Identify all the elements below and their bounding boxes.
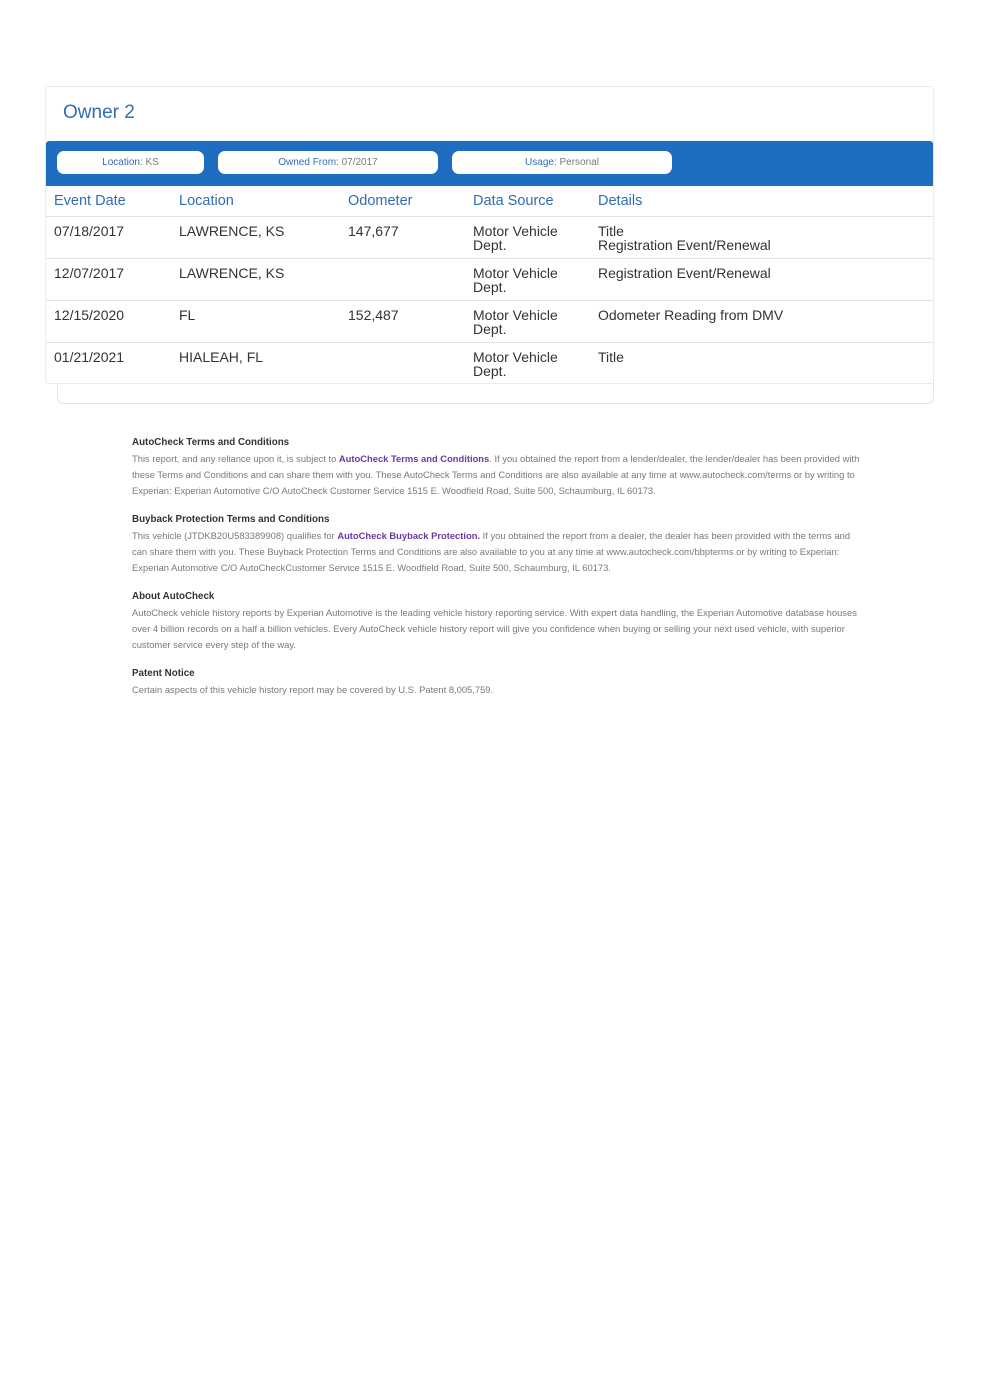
header-location: Location xyxy=(171,186,340,217)
header-event-date: Event Date xyxy=(46,186,171,217)
header-odometer: Odometer xyxy=(340,186,465,217)
usage-label: Usage: xyxy=(525,157,557,168)
about-autocheck-heading: About AutoCheck xyxy=(132,591,215,602)
event-date-cell: 12/15/2020 xyxy=(46,301,171,343)
usage-pill xyxy=(452,151,672,174)
about-autocheck-body: AutoCheck vehicle history reports by Experian Automotive is the leading vehicle history reporting service. With expert data handling, the Experian Automotive database houses over 4 billion records on a half a billion vehicles. Every AutoCheck vehicle history report will give you confidence when buying or selling your next used vehicle, with superior customer service every step of the way. xyxy=(132,607,857,650)
odometer-cell xyxy=(340,259,465,301)
location-cell: LAWRENCE, KS xyxy=(171,217,340,259)
location-label: Location: xyxy=(102,157,143,168)
detail-line: Registration Event/Renewal xyxy=(598,237,771,253)
owned-from-label: Owned From: xyxy=(278,157,339,168)
details-cell xyxy=(590,217,933,259)
location-cell: FL xyxy=(171,301,340,343)
event-date-cell: 07/18/2017 xyxy=(46,217,171,259)
header-data-source: Data Source xyxy=(465,186,590,217)
details-cell xyxy=(590,259,933,301)
autocheck-terms-heading: AutoCheck Terms and Conditions xyxy=(132,437,290,448)
location-cell: HIALEAH, FL xyxy=(179,349,264,365)
patent-notice xyxy=(132,667,860,698)
data-source-cell: Motor Vehicle Dept. xyxy=(465,259,590,301)
location-cell: LAWRENCE, KS xyxy=(171,259,340,301)
table-row xyxy=(46,301,933,343)
table-row xyxy=(46,259,933,301)
autocheck-terms-text-before: This report, and any reliance upon it, is subject to xyxy=(132,453,339,464)
table-row xyxy=(46,217,933,259)
autocheck-terms-link[interactable]: AutoCheck Terms and Conditions xyxy=(338,453,490,464)
location-value: KS xyxy=(145,157,159,168)
buyback-terms-body xyxy=(132,528,860,576)
detail-line: Odometer Reading from DMV xyxy=(598,307,784,323)
owner-info-bar xyxy=(46,141,933,186)
owner-card xyxy=(45,86,934,384)
data-source-cell: Motor Vehicle Dept. xyxy=(465,301,590,343)
patent-notice-heading: Patent Notice xyxy=(132,668,195,679)
data-source-cell: Motor Vehicle Dept. xyxy=(473,349,558,379)
event-date-cell: 01/21/2021 xyxy=(54,349,125,365)
buyback-terms xyxy=(132,513,860,576)
details-cell xyxy=(590,301,933,343)
owned-from-value: 07/2017 xyxy=(341,157,378,168)
autocheck-terms-body xyxy=(132,451,860,499)
patent-notice-body: Certain aspects of this vehicle history report may be covered by U.S. Patent 8,005,759. xyxy=(132,684,494,695)
location-pill xyxy=(57,151,204,174)
usage-value: Personal xyxy=(559,157,599,168)
detail-line: Registration Event/Renewal xyxy=(598,265,771,281)
buyback-terms-text-before: This vehicle (JTDKB20U583389908) qualifies for xyxy=(132,530,338,541)
header-details: Details xyxy=(590,186,933,217)
buyback-terms-text-after: If you obtained the report from a dealer, the dealer has been provided with the terms and can share them with you. These Buyback Protection Terms and Conditions are also available to you at any time at www.autocheck.com/bbpterms or by writing to Experian: Experian Automotive C/O AutoCheckCustomer Service 1515 E. Woodfield Road, Suite 500, Schaumburg, IL 60173. xyxy=(132,530,851,573)
table-row xyxy=(46,343,933,385)
owned-from-pill xyxy=(218,151,438,174)
terms-section xyxy=(132,436,860,712)
event-date-cell: 12/07/2017 xyxy=(46,259,171,301)
table-header-row xyxy=(46,186,933,217)
odometer-cell: 152,487 xyxy=(340,301,465,343)
odometer-cell xyxy=(340,343,465,385)
buyback-protection-link[interactable]: AutoCheck Buyback Protection. xyxy=(337,530,481,541)
details-cell xyxy=(590,343,933,385)
autocheck-terms xyxy=(132,436,860,499)
about-autocheck xyxy=(132,590,860,653)
odometer-cell: 147,677 xyxy=(340,217,465,259)
buyback-terms-heading: Buyback Protection Terms and Conditions xyxy=(132,514,330,525)
detail-line: Title xyxy=(598,349,624,365)
data-source-cell: Motor Vehicle Dept. xyxy=(465,217,590,259)
autocheck-terms-text-after: . If you obtained the report from a lender/dealer, the lender/dealer has been provided with these Terms and Conditions and can share them with you. These AutoCheck Terms and Conditions are also available at any time at www.autocheck.com/terms or by writing to Experian: Experian Automotive C/O AutoCheck Customer Service 1515 E. Woodfield Road, Suite 500, Schaumburg, IL 60173. xyxy=(132,453,860,496)
owner-title: Owner 2 xyxy=(63,102,135,123)
events-table xyxy=(46,186,933,384)
detail-line: Title xyxy=(598,223,624,239)
